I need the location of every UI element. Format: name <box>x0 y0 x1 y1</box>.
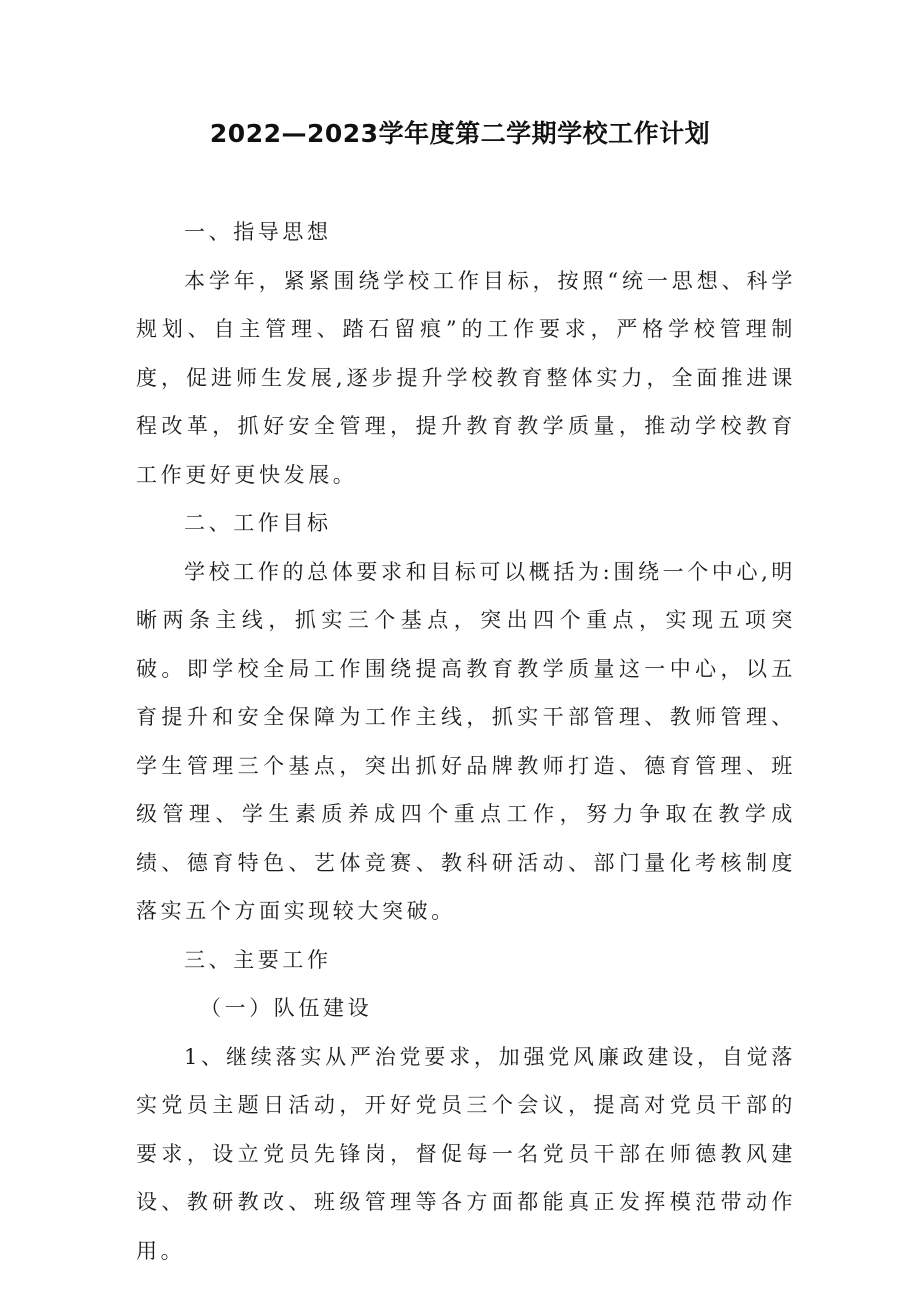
document-title: 2022—2023学年度第二学期学校工作计划 <box>209 119 711 148</box>
paragraph-item-1: 1、继续落实从严治党要求，加强党风廉政建设，自觉落实党员主题日活动，开好党员三个会议，提高对党员干部的要求，设立党员先锋岗，督促每一名党员干部在师德教风建设、教研教改、班级管理等各方面都能真正发挥模范带动作用。 <box>136 1044 796 1263</box>
section-heading-guiding: 一、指导思想 <box>184 220 332 244</box>
paragraph-goals: 学校工作的总体要求和目标可以概括为:围绕一个中心,明晰两条主线，抓实三个基点，突出四个重点，实现五项突破。即学校全局工作围绕提高教育教学质量这一中心，以五育提升和安全保障为工作主线，抓实干部管理、教师管理、学生管理三个基点，突出抓好品牌教师打造、德育管理、班级管理、学生素质养成四个重点工作，努力争取在教学成绩、德育特色、艺体竞赛、教科研活动、部门量化考核制度落实五个方面实现较大突破。 <box>136 559 796 923</box>
section-heading-main-work: 三、主要工作 <box>184 947 332 972</box>
section-heading-goals: 二、工作目标 <box>184 511 332 535</box>
subsection-heading-team: （一）队伍建设 <box>200 996 373 1020</box>
document-body <box>136 208 796 1275</box>
paragraph-guiding: 本学年，紧紧围绕学校工作目标，按照“统一思想、科学规划、自主管理、踏石留痕”的工作要求，严格学校管理制度，促进师生发展,逐步提升学校教育整体实力，全面推进课程改革，抓好安全管理，提升教育教学质量，推动学校教育工作更好更快发展。 <box>136 268 796 487</box>
